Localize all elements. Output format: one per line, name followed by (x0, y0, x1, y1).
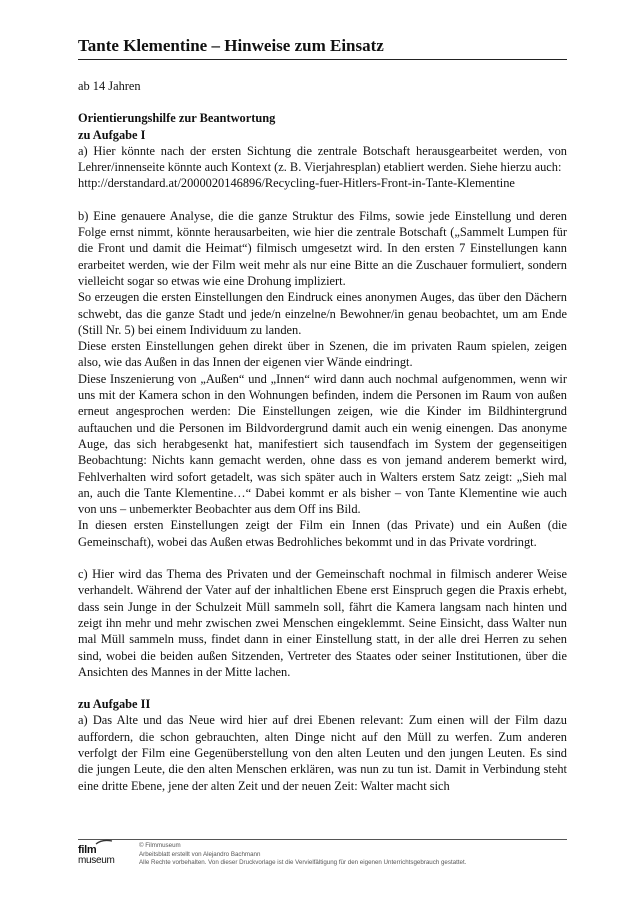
paragraph-a1: a) Hier könnte nach der ersten Sichtung die zentrale Botschaft herausgearbeitet werden, von Lehrer/innenseite könnte auch Kontext (z. B. Vierjahresplan) etabliert werden. Siehe hierzu auch: (78, 143, 567, 175)
footer-text (139, 842, 569, 868)
footer-rights: Alle Rechte vorbehalten. Von dieser Druckvorlage ist die Vervielfältigung für den eigenen Unterrichtsgebrauch gestattet. (139, 859, 467, 867)
filmmuseum-logo (78, 845, 128, 885)
logo-line-1: film (78, 844, 97, 856)
page-title: Tante Klementine – Hinweise zum Einsatz (78, 36, 384, 55)
film-strip-icon (94, 839, 114, 845)
task-2-heading: zu Aufgabe II (78, 697, 151, 712)
paragraph-b3: Diese ersten Einstellungen gehen direkt über in Szenen, die im privaten Raum spielen, zeigen also, wie das Außen in das Innen der eigenen vier Wände eindringt. (78, 339, 567, 370)
paragraph-b4: Diese Inszenierung von „Außen“ und „Innen“ wird dann auch nochmal aufgenommen, wenn wir uns mit der Kamera schon in den Wohnungen befinden, indem die Personen im Raum von außen erneut angesprochen werden: Die Einstellungen zeigen, wie die Kinder im Bildhintergrund auftauchen und die Personen im Bildvordergrund damit auch ein wenig einengen. Das anonyme Auge, das sich herabgesenkt hat, manifestiert sich tausendfach im System der gegenseitigen Beobachtung: Nichts kann gemacht werden, ohne dass es von jemand anderem bemerkt wird, Fehlverhalten wird sofort getadelt, was sich später auch in Walters erstem Satz zeigt: „Sieh mal an, auch die Tante Klementine…“ Dabei kommt er als bisher – von Tante Klementine wie auch von uns – unbemerkter Beobachter aus dem Off ins Bild. (78, 371, 567, 517)
document-body (78, 78, 567, 794)
paragraph-a2: a) Das Alte und das Neue wird hier auf drei Ebenen relevant: Zum einen will der Film dazu auffordern, die schon gebrauchten, alten Dinge nicht auf den Müll zu werfen. Zum anderen verfolgt der Film eine Gegenüberstellung von den alten Leuten und den jungen Leuten. Es sind die jungen Leute, die den alten Menschen erklären, was nun zu tun ist. Damit in Verbindung steht eine dritte Ebene, jene der alten Zeit und der neuen Zeit: Walter macht sich (78, 713, 567, 793)
reference-link[interactable]: http://derstandard.at/2000020146896/Recycling-fuer-Hitlers-Front-in-Tante-Klementine (78, 176, 515, 191)
footer-divider (78, 839, 567, 840)
section-heading: Orientierungshilfe zur Beantwortung (78, 111, 276, 126)
page-header (78, 36, 567, 60)
footer-copyright: © Filmmuseum (139, 842, 181, 849)
paragraph-b2: So erzeugen die ersten Einstellungen den Eindruck eines anonymen Auges, das über den Dächern schwebt, das die ganze Stadt und jede/n einzelne/n Bewohner/in genau beobachtet, um am Ende (Still Nr. 5) bei einem Individuum zu landen. (78, 290, 567, 337)
logo-line-2: museum (78, 855, 115, 866)
paragraph-b5: In diesen ersten Einstellungen zeigt der Film ein Innen (das Private) und ein Außen (die Gemeinschaft), wobei das Außen etwas Bedrohliches bekommt und in das Private vordringt. (78, 518, 567, 549)
footer-author: Arbeitsblatt erstellt von Alejandro Bachmann (139, 850, 261, 858)
task-1-heading: zu Aufgabe I (78, 127, 146, 142)
document-page (78, 0, 567, 905)
paragraph-c1: c) Hier wird das Thema des Privaten und der Gemeinschaft nochmal in filmisch anderer Weise verhandelt. Während der Vater auf der inhaltlichen Ebene erst Einspruch gegen die Praxis erhebt, dass sein Junge in der Schulzeit Müll sammeln soll, fährt die Kamera langsam nach hinten und zeigt ihn mehr und mehr zwischen zwei Menschen eingeklemmt. Seine Einsicht, dass Walter nun mal Müll sammeln muss, findet dann in einer Einstellung statt, in der alle drei Herren zu sehen sind, wobei die beiden außen Sitzenden, Vertreter des Staates oder seiner Institutionen, über die Ansichten des Mannes in der Mitte lachen. (78, 567, 567, 679)
age-rating: ab 14 Jahren (78, 79, 141, 93)
paragraph-b1: b) Eine genauere Analyse, die die ganze Struktur des Films, sowie jede Einstellung und deren Folge ernst nimmt, könnte herausarbeiten, wie hier die zentrale Botschaft („Sammelt Lumpen für die Front und damit die Heimat“) filmisch umgesetzt wird. In den ersten 7 Einstellungen kann erarbeitet werden, wie der Film weit mehr als nur eine Bitte an die Zuschauer formuliert, sondern vielleicht sogar so etwas wie eine Drohung impliziert. (78, 208, 567, 288)
